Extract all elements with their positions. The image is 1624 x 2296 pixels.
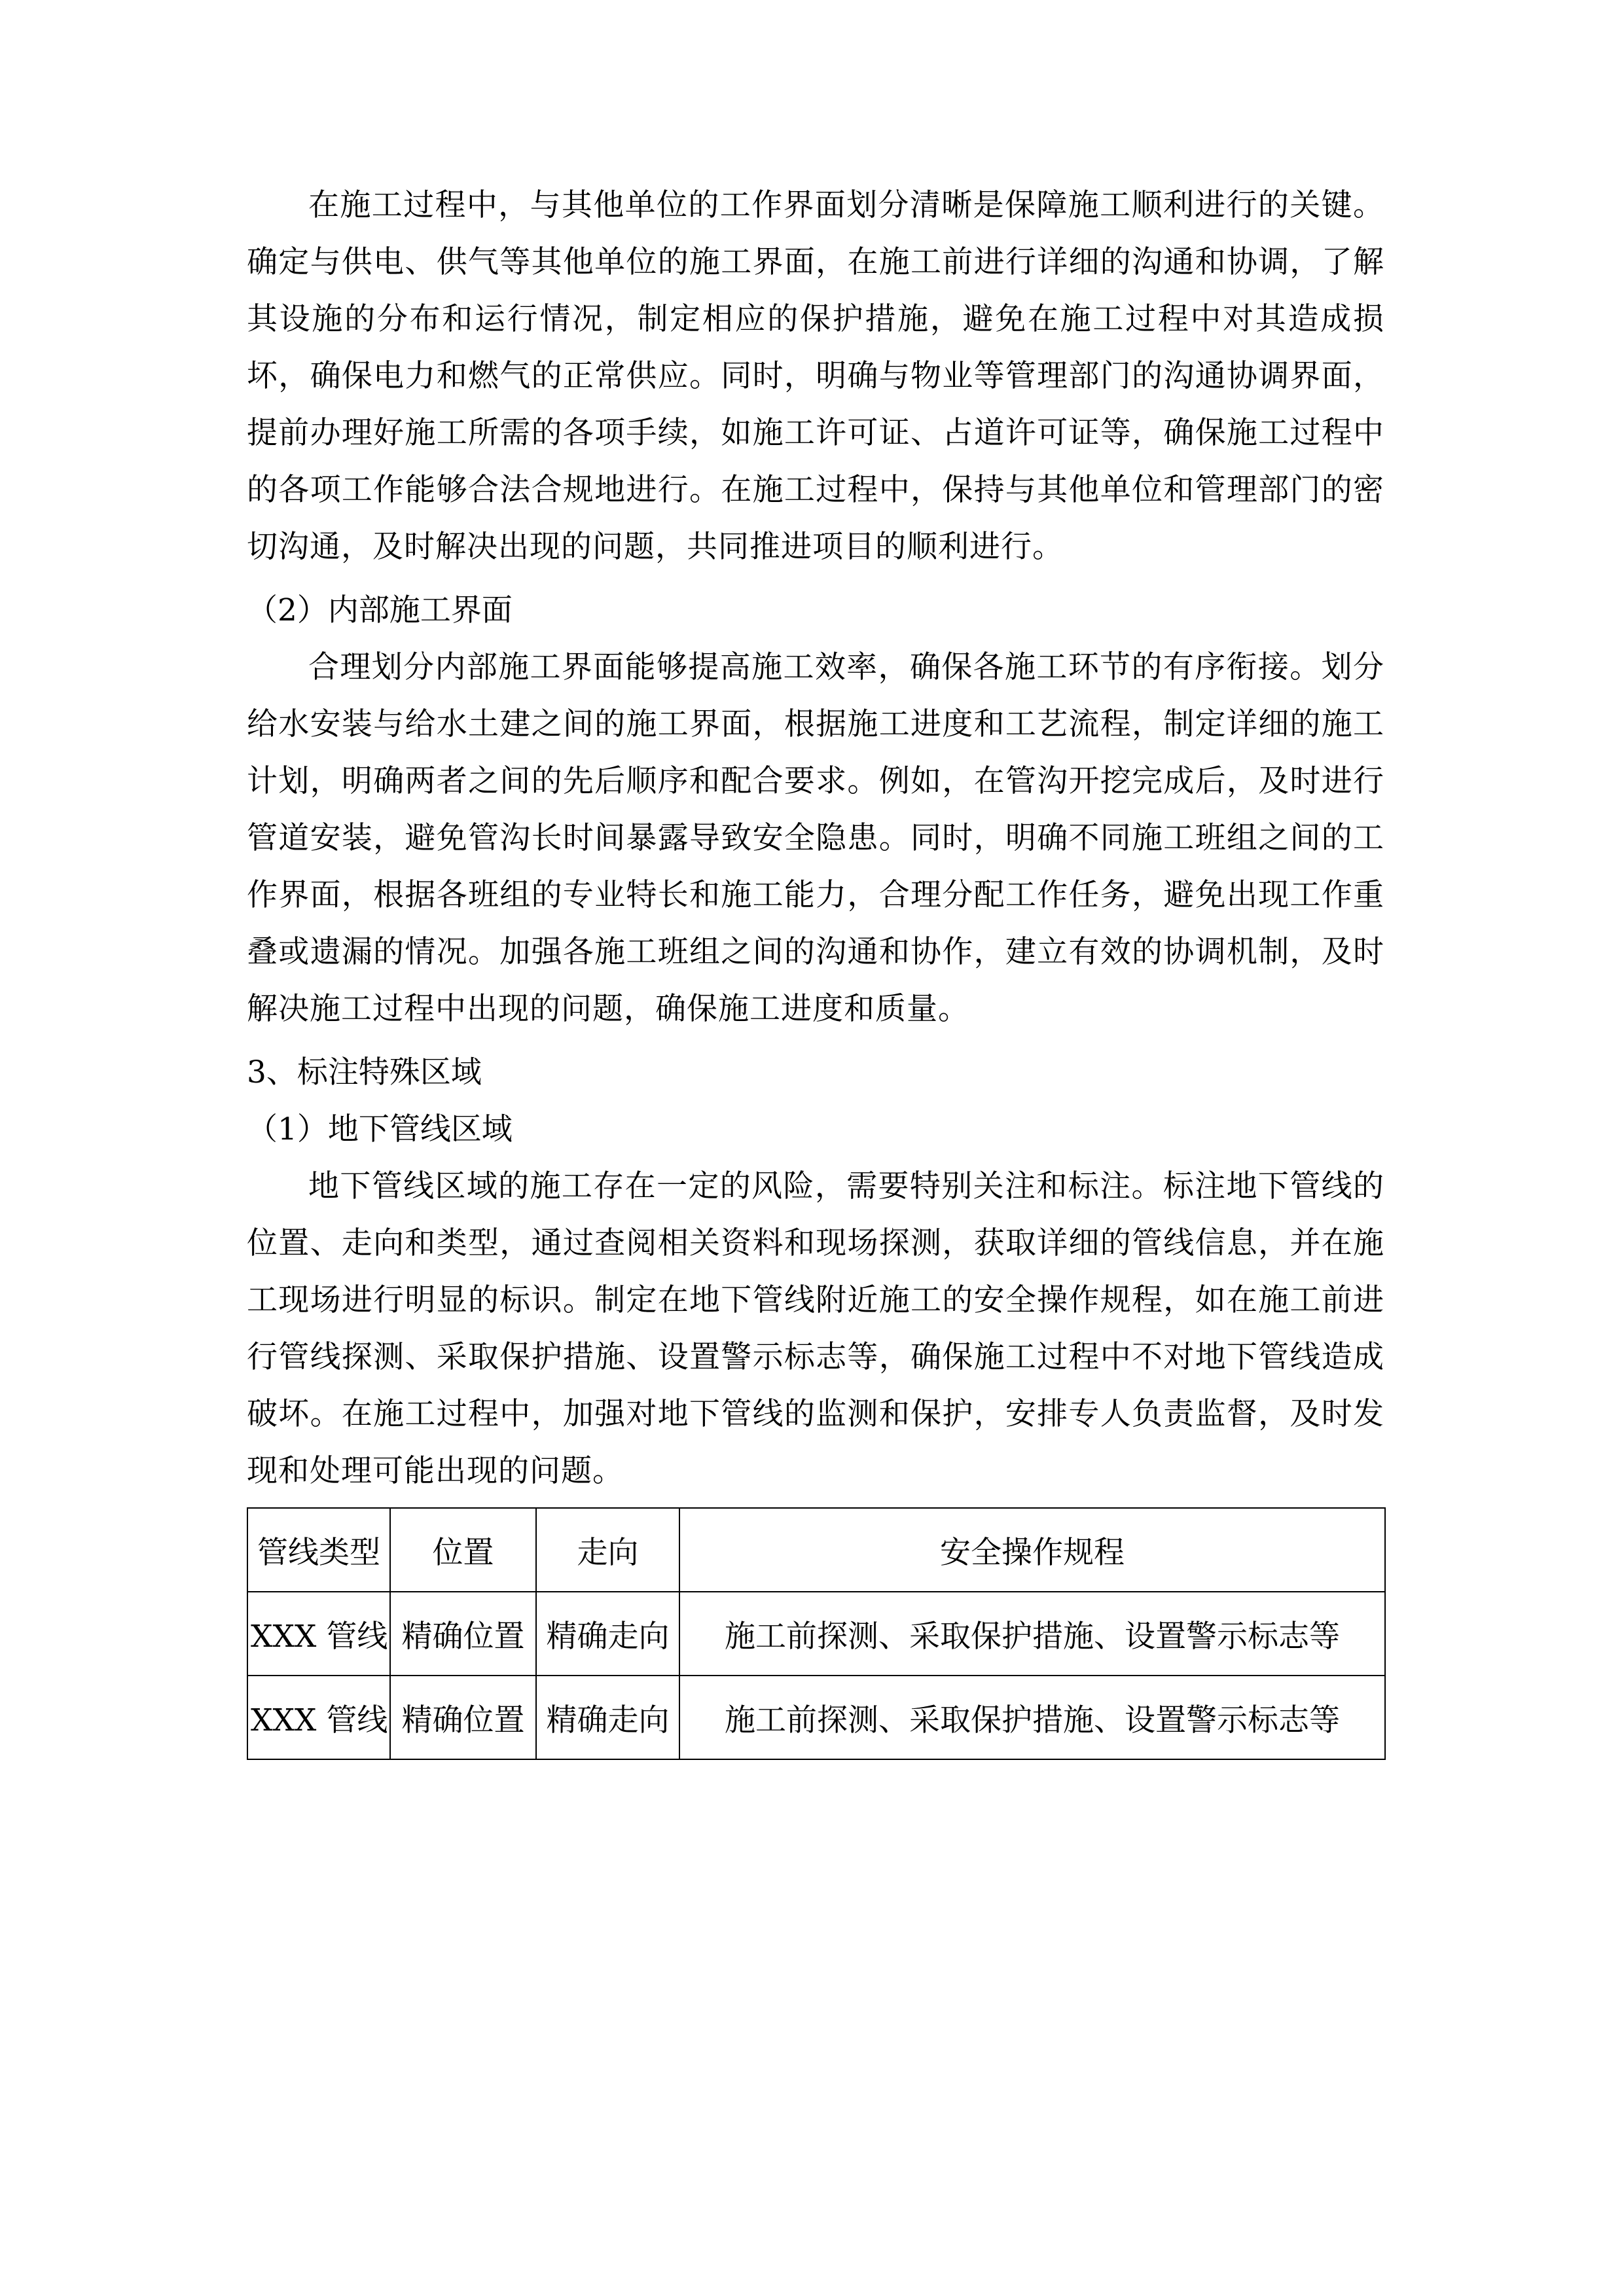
header-safety-procedure: 安全操作规程 — [679, 1508, 1385, 1592]
header-direction: 走向 — [536, 1508, 679, 1592]
heading-special-areas: 3、标注特殊区域 — [247, 1054, 482, 1090]
heading-internal-interface: （2）内部施工界面 — [247, 592, 513, 628]
cell-direction: 精确走向 — [536, 1592, 679, 1676]
heading-underground-pipelines: （1）地下管线区域 — [247, 1111, 513, 1147]
document-page — [247, 177, 1384, 1760]
cell-position: 精确位置 — [390, 1592, 536, 1676]
paragraph-internal-interface: 合理划分内部施工界面能够提高施工效率，确保各施工环节的有序衔接。划分给水安装与给水土建之间的施工界面，根据施工进度和工艺流程，制定详细的施工计划，明确两者之间的先后顺序和配合要求。例如，在管沟开挖完成后，及时进行管道安装，避免管沟长时间暴露导致安全隐患。同时，明确不同施工班组之间的工作界面，根据各班组的专业特长和施工能力，合理分配工作任务，避免出现工作重叠或遗漏的情况。加强各施工班组之间的沟通和协作，建立有效的协调机制，及时解决施工过程中出现的问题，确保施工进度和质量。 — [247, 649, 1384, 1027]
cell-safety-procedure: 施工前探测、采取保护措施、设置警示标志等 — [679, 1676, 1385, 1759]
header-position: 位置 — [390, 1508, 536, 1592]
cell-position: 精确位置 — [390, 1676, 536, 1759]
table-row — [247, 1592, 1385, 1676]
cell-pipeline-type: XXX 管线 — [247, 1592, 390, 1676]
cell-direction: 精确走向 — [536, 1676, 679, 1759]
cell-pipeline-type: XXX 管线 — [247, 1676, 390, 1759]
table-header-row — [247, 1508, 1385, 1592]
cell-safety-procedure: 施工前探测、采取保护措施、设置警示标志等 — [679, 1592, 1385, 1676]
paragraph-underground-pipelines: 地下管线区域的施工存在一定的风险，需要特别关注和标注。标注地下管线的位置、走向和类型，通过查阅相关资料和现场探测，获取详细的管线信息，并在施工现场进行明显的标识。制定在地下管线附近施工的安全操作规程，如在施工前进行管线探测、采取保护措施、设置警示标志等，确保施工过程中不对地下管线造成破坏。在施工过程中，加强对地下管线的监测和保护，安排专人负责监督，及时发现和处理可能出现的问题。 — [247, 1168, 1384, 1489]
table-row — [247, 1676, 1385, 1759]
pipeline-table — [247, 1507, 1386, 1760]
header-pipeline-type: 管线类型 — [247, 1508, 390, 1592]
paragraph-external-interface: 在施工过程中，与其他单位的工作界面划分清晰是保障施工顺利进行的关键。确定与供电、供气等其他单位的施工界面，在施工前进行详细的沟通和协调，了解其设施的分布和运行情况，制定相应的保护措施，避免在施工过程中对其造成损坏，确保电力和燃气的正常供应。同时，明确与物业等管理部门的沟通协调界面，提前办理好施工所需的各项手续，如施工许可证、占道许可证等，确保施工过程中的各项工作能够合法合规地进行。在施工过程中，保持与其他单位和管理部门的密切沟通，及时解决出现的问题，共同推进项目的顺利进行。 — [247, 187, 1384, 565]
